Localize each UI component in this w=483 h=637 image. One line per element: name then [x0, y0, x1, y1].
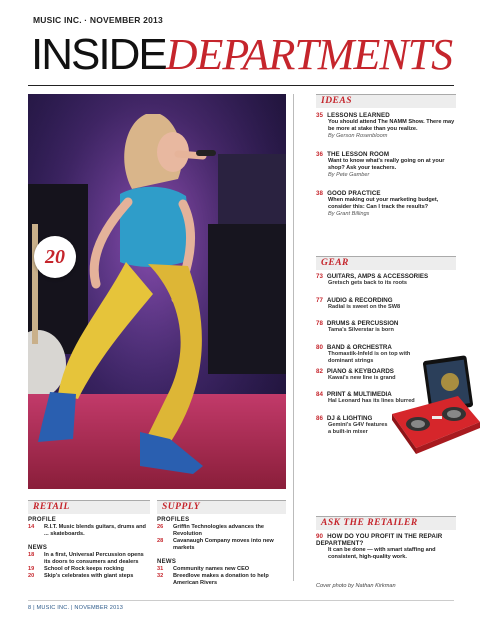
- entry-byline: By Grant Billings: [328, 211, 370, 217]
- ask-entry: [316, 533, 456, 561]
- item-number: 26: [157, 524, 164, 530]
- cover-photo: [28, 94, 286, 489]
- retail-label: RETAIL: [33, 502, 70, 512]
- item-text: School of Rock keeps rocking: [44, 566, 124, 572]
- ideas-label: IDEAS: [321, 96, 353, 106]
- item-number: 28: [157, 538, 164, 544]
- entry-title: PIANO & KEYBOARDS: [326, 368, 394, 375]
- item-number: 19: [28, 566, 35, 572]
- entry-number: 80: [316, 344, 323, 351]
- item-text: Griffin Technologies advances the Revolution: [173, 524, 264, 537]
- entry-number: 90: [316, 533, 324, 540]
- page-title: [31, 30, 453, 79]
- entry-number: 84: [316, 391, 323, 398]
- entry-description: When making out your marketing budget, consider this: Can I track the results?: [328, 197, 439, 210]
- item-number: 20: [28, 573, 35, 579]
- entry-title: BAND & ORCHESTRA: [326, 344, 392, 351]
- entry-title: GOOD PRACTICE: [327, 190, 381, 197]
- entry-byline: By Pete Gamber: [328, 172, 370, 178]
- item-text: Breedlove makes a donation to help American Rivers: [173, 573, 269, 586]
- item-text: Community names new CEO: [173, 566, 250, 572]
- ideas-entry: [316, 112, 456, 140]
- page-badge: 20: [34, 236, 76, 278]
- list-item: [28, 566, 150, 573]
- page-footer: 8 | MUSIC INC. | NOVEMBER 2013: [28, 605, 124, 611]
- list-item: [157, 538, 286, 552]
- gear-entry: [316, 273, 434, 287]
- item-number: 14: [28, 524, 35, 530]
- gear-entry: [316, 297, 434, 311]
- supply-news-label: NEWS: [157, 559, 177, 565]
- entry-description: Thomastik-Infeld is on top with dominant strings: [328, 351, 411, 364]
- entry-description: Radial is sweet on the SW8: [328, 304, 401, 310]
- entry-byline: By Gerson Rosenbloom: [328, 133, 388, 139]
- list-item: [157, 566, 286, 573]
- entry-number: 78: [316, 320, 323, 327]
- retail-news-label: NEWS: [28, 545, 48, 551]
- entry-number: 86: [316, 415, 323, 422]
- retail-list: [28, 517, 150, 580]
- entry-title: HOW DO YOU PROFIT IN THE REPAIR DEPARTMENT?: [316, 533, 443, 547]
- item-number: 31: [157, 566, 164, 572]
- supply-profiles-label: PROFILES: [157, 517, 190, 523]
- entry-title: AUDIO & RECORDING: [326, 297, 393, 304]
- item-number: 18: [28, 552, 35, 558]
- issue-kicker: MUSIC INC. · NOVEMBER 2013: [33, 15, 163, 25]
- entry-title: PRINT & MULTIMEDIA: [326, 391, 392, 398]
- ideas-entry: [316, 190, 456, 218]
- item-text: Cavanaugh Company moves into new markets: [173, 538, 274, 551]
- gear-label: GEAR: [321, 258, 349, 268]
- list-item: [157, 573, 286, 587]
- photo-credit: Cover photo by Nathan Kirkman: [316, 583, 396, 589]
- entry-title: DJ & LIGHTING: [326, 415, 373, 422]
- column-divider: [293, 94, 294, 581]
- item-text: R.I.T. Music blends guitars, drums and ... skateboards.: [44, 524, 146, 537]
- entry-description: You should attend The NAMM Show. There may be more at stake than you realize.: [328, 119, 455, 132]
- entry-description: Kawai's new line is grand: [328, 375, 396, 381]
- entry-number: 77: [316, 297, 323, 304]
- item-number: 32: [157, 573, 164, 579]
- entry-number: 82: [316, 368, 323, 375]
- title-departments: DEPARTMENTS: [165, 30, 453, 79]
- entry-description: Want to know what's really going on at your shop? Ask your teachers.: [328, 158, 445, 171]
- entry-title: LESSONS LEARNED: [327, 112, 390, 119]
- ask-label: ASK THE RETAILER: [321, 518, 418, 528]
- entry-number: 38: [316, 190, 324, 197]
- retail-profile-label: PROFILE: [28, 517, 57, 523]
- supply-list: [157, 517, 286, 587]
- ideas-entry: [316, 151, 456, 179]
- footer-rule: [28, 600, 454, 601]
- supply-section-bar: [157, 500, 286, 514]
- entry-description: Hal Leonard has its lines blurred: [328, 398, 415, 404]
- header-rule: [28, 85, 454, 86]
- list-item: [28, 573, 150, 580]
- gear-entry: [316, 415, 388, 436]
- entry-description: Gretsch gets back to its roots: [328, 280, 407, 286]
- entry-title: GUITARS, AMPS & ACCESSORIES: [326, 273, 429, 280]
- item-text: In a first, Universal Percussion opens its doors to consumers and dealers: [44, 552, 144, 565]
- entry-title: THE LESSON ROOM: [327, 151, 390, 158]
- entry-number: 36: [316, 151, 324, 158]
- entry-description: Gemini's G4V features a built-in mixer: [328, 422, 388, 435]
- list-item: [28, 524, 150, 538]
- ask-section-bar: [316, 516, 456, 530]
- supply-label: SUPPLY: [162, 502, 201, 512]
- entry-number: 35: [316, 112, 324, 119]
- gear-entry: [316, 320, 434, 334]
- entry-title: DRUMS & PERCUSSION: [326, 320, 399, 327]
- retail-section-bar: [28, 500, 150, 514]
- ideas-section-bar: [316, 94, 456, 108]
- list-item: [157, 524, 286, 538]
- item-text: Skip's celebrates with giant steps: [44, 573, 134, 579]
- dj-controller-image: [388, 352, 480, 457]
- entry-description: It can be done — with smart staffing and consistent, high-quality work.: [328, 547, 436, 560]
- entry-number: 73: [316, 273, 323, 280]
- gear-section-bar: [316, 256, 456, 270]
- title-inside: INSIDE: [31, 30, 166, 79]
- list-item: [28, 552, 150, 566]
- entry-description: Tama's Silverstar is born: [328, 327, 394, 333]
